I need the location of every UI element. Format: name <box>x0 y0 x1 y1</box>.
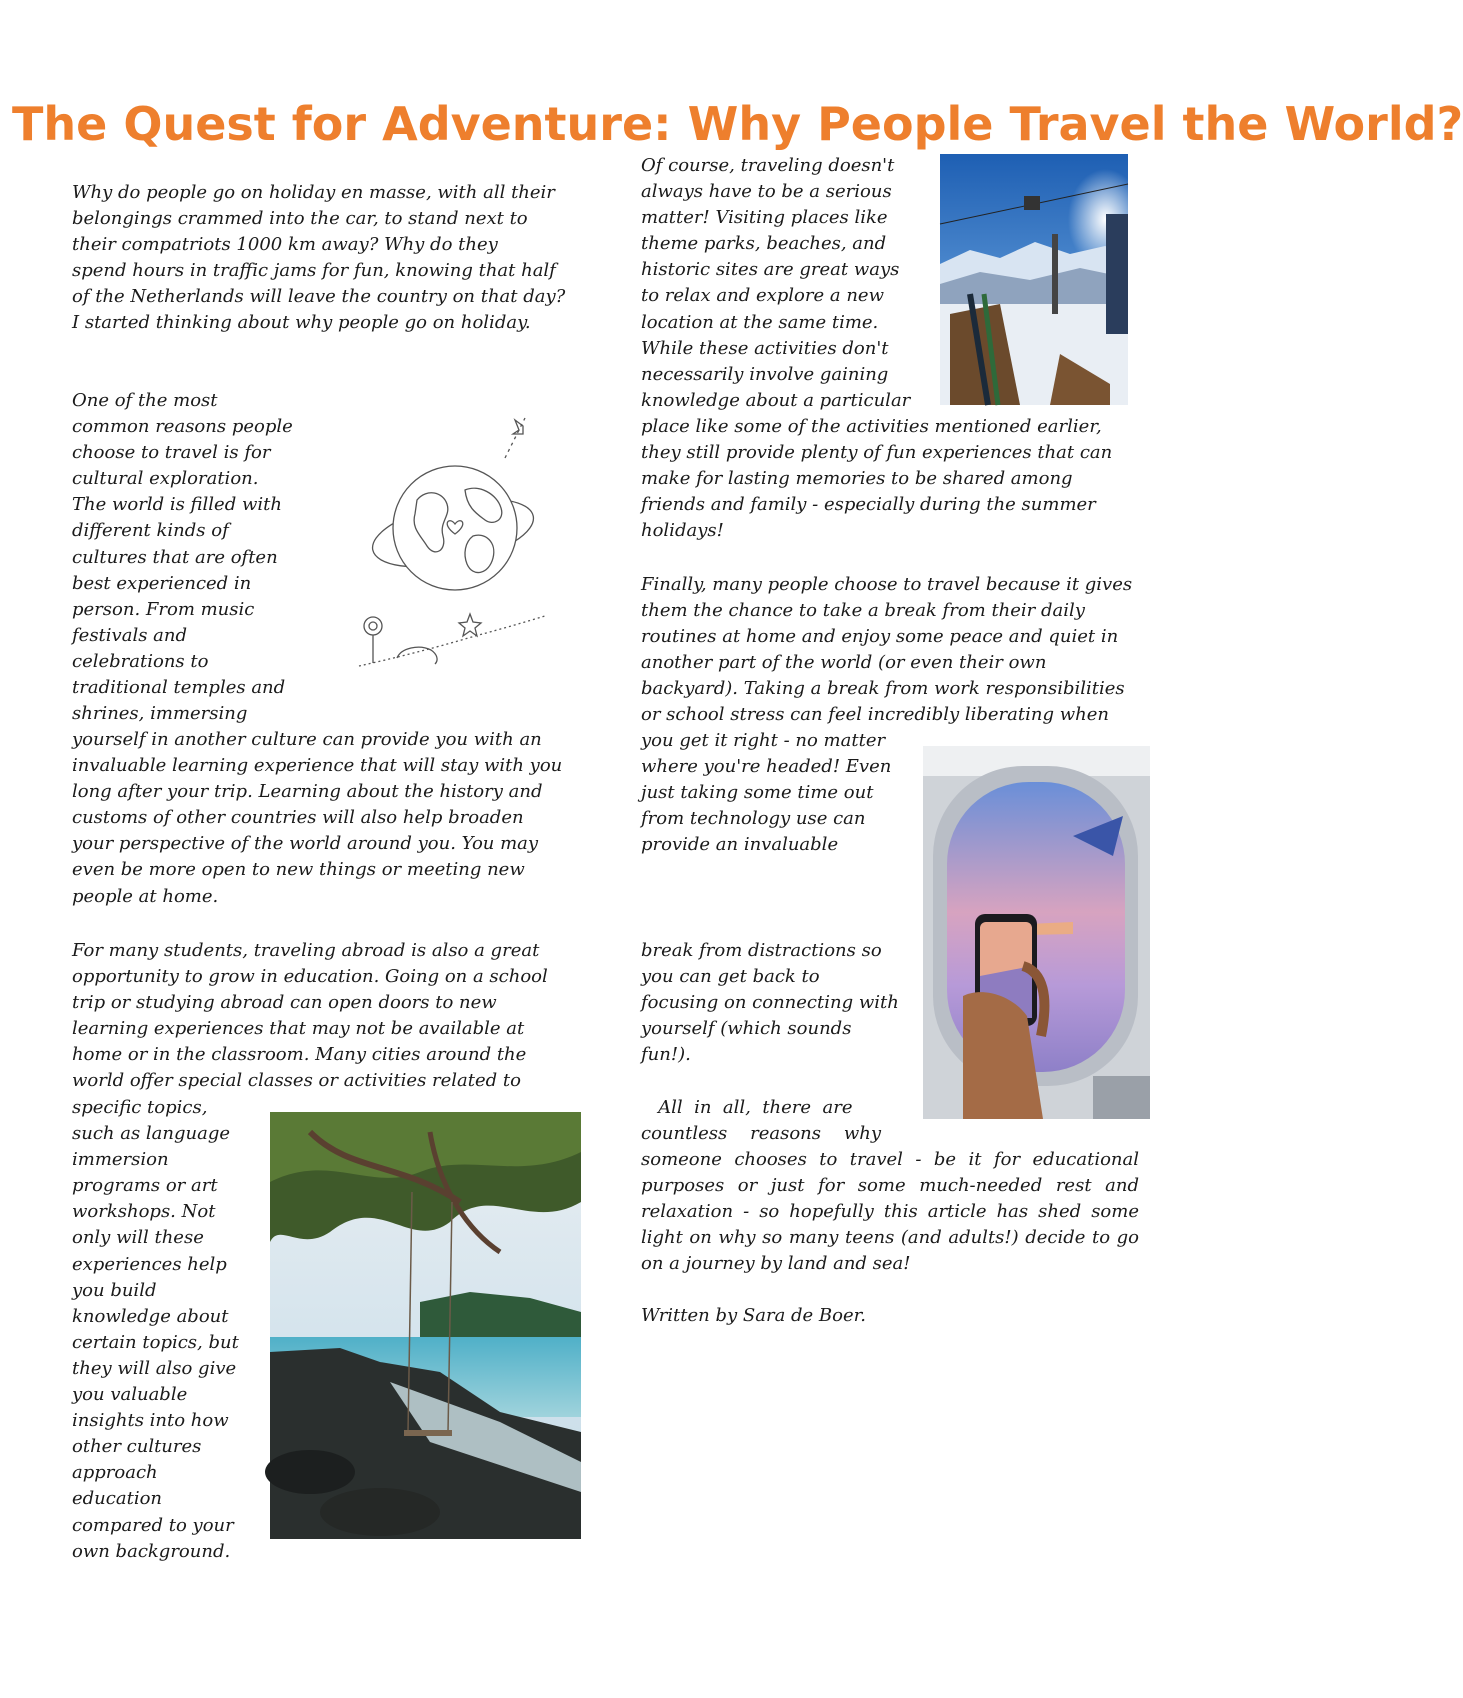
conclusion-paragraph-end: someone chooses to travel - be it for educational purposes or just for some much-needed rest and relaxation - so hopefully this article has shed some light on why so many teens (and adults!) decide to go on a journey by land and sea! <box>641 1149 1139 1275</box>
ski-lift-photo <box>940 154 1128 405</box>
fun-paragraph-start: Of course, traveling doesn't always have to be a serious matter! Visiting places like theme parks, beaches, and historic sites are great ways to relax and explore a new location at the same time. While these activities don't necessarily involve gaining knowledge about a particular <box>641 155 911 411</box>
break-paragraph-start: Finally, many people choose to travel because it gives them the chance to take a break from their daily routines at home and enjoy some peace and quiet in another part of the world (or even their own backyard). Taking a break from work responsibilities or school stress can feel incredibly liberating when <box>641 574 1133 726</box>
break-paragraph-middle: you get it right - no matter where you're headed! Even just taking some time out from technology use can provide an invaluable <box>641 730 892 856</box>
fun-paragraph-end: place like some of the activities mentioned earlier, they still provide plenty of fun experiences that can make for lasting memories to be shared among friends and family - especially during the summer holidays! <box>641 416 1113 542</box>
beach-swing-photo <box>270 1112 581 1539</box>
byline: Written by Sara de Boer. <box>641 1305 866 1326</box>
break-paragraph-end: break from distractions so you can get back to focusing on connecting with yourself (which sounds fun!). <box>641 940 899 1066</box>
globe-doodle-icon <box>355 408 550 670</box>
cultural-paragraph-start: One of the most common reasons people choose to travel is for cultural exploration. The world is filled with different kinds of cultures that are often best experienced in person. From music festivals and celebrations to traditional temples and shrines, immersing <box>72 390 293 725</box>
airplane-window-photo <box>923 746 1150 1119</box>
intro-paragraph: Why do people go on holiday en masse, with all their belongings crammed into the car, to stand next to their compatriots 1000 km away? Why do they spend hours in traffic jams for fun, knowing that half of the Netherlands will leave the country on that day? I started thinking about why people go on holiday. <box>72 182 566 334</box>
education-paragraph-end: specific topics, such as language immersion programs or art workshops. Not only will these experiences help you build knowledge about certain topics, but they will also give you valuable insights into how other cultures approach education compared to your own background. <box>72 1097 239 1562</box>
conclusion-paragraph-start: All in all, there are countless reasons why <box>641 1097 882 1145</box>
education-paragraph-start: For many students, traveling abroad is also a great opportunity to grow in education. Going on a school trip or studying abroad can open doors to new learning experiences that may not be available at home or in the classroom. Many cities around the world offer special classes or activities related to <box>72 940 548 1092</box>
article-title: The Quest for Adventure: Why People Travel the World? <box>12 97 1463 151</box>
cultural-paragraph-end: yourself in another culture can provide you with an invaluable learning experience that will stay with you long after your trip. Learning about the history and customs of other countries will also help broaden your perspective of the world around you. You may even be more open to new things or meeting new people at home. <box>72 729 563 907</box>
